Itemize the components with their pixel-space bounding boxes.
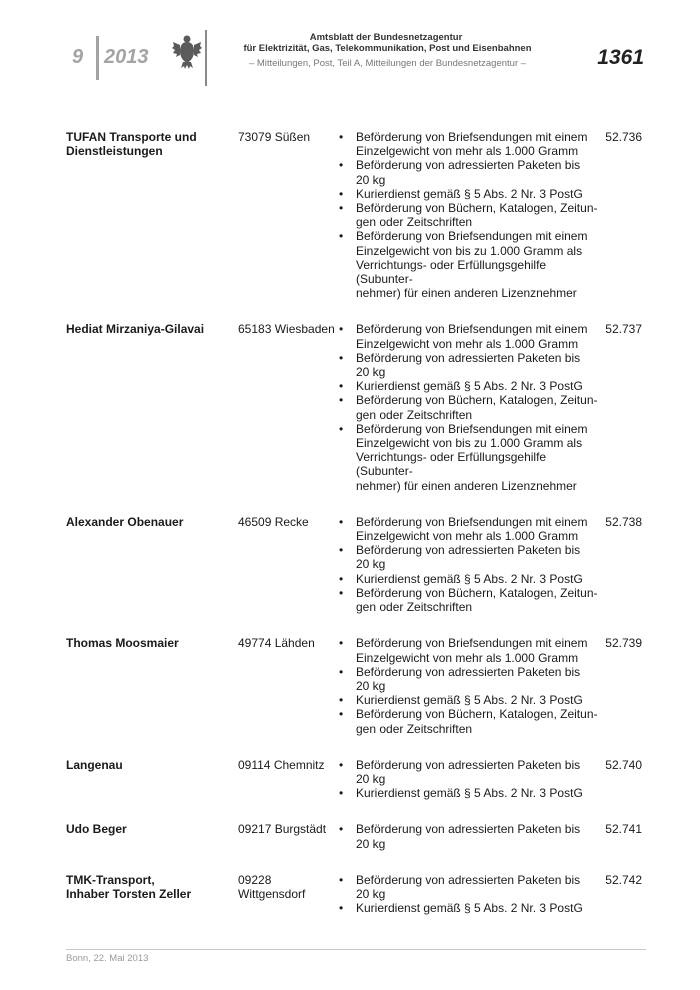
service-item: • Beförderung von Briefsendungen mit einem Einzelgewicht von mehr als 1.000 Gramm bbox=[338, 130, 606, 158]
service-item: • Beförderung von adressierten Paketen bis 20 kg bbox=[338, 543, 606, 571]
issue-divider bbox=[96, 36, 99, 80]
table-row bbox=[66, 130, 646, 300]
license-number: 52.741 bbox=[605, 822, 642, 837]
licensee-location: 65183 Wiesbaden bbox=[238, 322, 335, 337]
page-header bbox=[0, 0, 700, 95]
license-number: 52.742 bbox=[605, 872, 642, 887]
service-list bbox=[338, 758, 606, 801]
service-item: • Beförderung von Briefsendungen mit einem Einzelgewicht von bis zu 1.000 Gramm als Verrichtungs- oder Erfüllungsgehilfe (Subunter- nehmer) für einen anderen Lizenznehmer bbox=[338, 229, 606, 300]
service-item: • Beförderung von Büchern, Katalogen, Zeitun- gen oder Zeitschriften bbox=[338, 586, 606, 614]
license-number: 52.738 bbox=[605, 514, 642, 529]
service-list bbox=[338, 322, 606, 492]
licensee-location: 09228 Wittgensdorf bbox=[238, 872, 306, 901]
service-item: • Beförderung von Briefsendungen mit einem Einzelgewicht von mehr als 1.000 Gramm bbox=[338, 515, 606, 543]
licensee-location: 73079 Süßen bbox=[238, 130, 311, 144]
license-number: 52.739 bbox=[605, 636, 642, 651]
service-list bbox=[338, 822, 606, 850]
service-item: • Beförderung von adressierten Paketen bis 20 kg bbox=[338, 351, 606, 379]
service-item: • Beförderung von adressierten Paketen bis 20 kg bbox=[338, 665, 606, 693]
service-item: • Beförderung von adressierten Paketen bis 20 kg bbox=[338, 758, 606, 786]
licensee-location: 49774 Lähden bbox=[238, 636, 315, 651]
table-row bbox=[66, 636, 646, 735]
service-item: • Beförderung von adressierten Paketen bis 20 kg bbox=[338, 873, 606, 901]
licensee-name: Thomas Moosmaier bbox=[66, 636, 179, 651]
service-item: • Beförderung von Briefsendungen mit einem Einzelgewicht von mehr als 1.000 Gramm bbox=[338, 322, 606, 350]
licensee-location: 46509 Recke bbox=[238, 514, 309, 529]
service-item: • Kurierdienst gemäß § 5 Abs. 2 Nr. 3 PostG bbox=[338, 379, 606, 393]
licensee-location: 09114 Chemnitz bbox=[238, 757, 325, 772]
service-item: • Beförderung von Briefsendungen mit einem Einzelgewicht von bis zu 1.000 Gramm als Verrichtungs- oder Erfüllungsgehilfe (Subunter- nehmer) für einen anderen Lizenznehmer bbox=[338, 422, 606, 493]
license-number: 52.737 bbox=[605, 322, 642, 337]
publication-title: Amtsblatt der Bundesnetzagentur bbox=[309, 32, 463, 43]
licensee-name: TUFAN Transporte und Dienstleistungen bbox=[66, 130, 197, 159]
footer-date: Bonn, 22. Mai 2013 bbox=[66, 953, 149, 964]
licensee-name: Alexander Obenauer bbox=[66, 514, 184, 529]
publication-section: – Mitteilungen, Post, Teil A, Mitteilungen der Bundesnetzagentur – bbox=[248, 58, 527, 69]
table-row bbox=[66, 515, 646, 614]
issue-number: 9 bbox=[72, 46, 84, 68]
service-item: • Kurierdienst gemäß § 5 Abs. 2 Nr. 3 PostG bbox=[338, 901, 606, 915]
license-number: 52.736 bbox=[605, 130, 642, 144]
service-item: • Beförderung von Büchern, Katalogen, Zeitun- gen oder Zeitschriften bbox=[338, 393, 606, 421]
licensee-name: TMK-Transport, Inhaber Torsten Zeller bbox=[66, 872, 192, 901]
service-item: • Beförderung von Büchern, Katalogen, Zeitun- gen oder Zeitschriften bbox=[338, 201, 606, 229]
service-item: • Kurierdienst gemäß § 5 Abs. 2 Nr. 3 PostG bbox=[338, 572, 606, 586]
service-item: • Beförderung von adressierten Paketen bis 20 kg bbox=[338, 158, 606, 186]
issue-year: 2013 bbox=[104, 46, 149, 68]
table-row bbox=[66, 322, 646, 492]
license-table bbox=[66, 130, 646, 937]
licensee-name: Hediat Mirzaniya-Gilavai bbox=[66, 322, 205, 337]
licensee-location: 09217 Burgstädt bbox=[238, 822, 327, 837]
footer-divider bbox=[66, 949, 646, 950]
service-item: • Beförderung von Briefsendungen mit einem Einzelgewicht von mehr als 1.000 Gramm bbox=[338, 636, 606, 664]
table-row bbox=[66, 758, 646, 801]
service-list bbox=[338, 873, 606, 916]
table-row bbox=[66, 822, 646, 850]
service-item: • Beförderung von adressierten Paketen bis 20 kg bbox=[338, 822, 606, 850]
service-item: • Kurierdienst gemäß § 5 Abs. 2 Nr. 3 PostG bbox=[338, 786, 606, 800]
service-item: • Kurierdienst gemäß § 5 Abs. 2 Nr. 3 PostG bbox=[338, 693, 606, 707]
service-list bbox=[338, 130, 606, 300]
page-number: 1361 bbox=[597, 46, 644, 69]
licensee-name: Udo Beger bbox=[66, 822, 127, 837]
service-item: • Beförderung von Büchern, Katalogen, Zeitun- gen oder Zeitschriften bbox=[338, 707, 606, 735]
federal-eagle-icon bbox=[172, 33, 202, 69]
licensee-name: Langenau bbox=[66, 757, 123, 772]
service-list bbox=[338, 636, 606, 735]
header-divider bbox=[205, 30, 207, 86]
service-list bbox=[338, 515, 606, 614]
license-number: 52.740 bbox=[605, 757, 642, 772]
table-row bbox=[66, 873, 646, 916]
service-item: • Kurierdienst gemäß § 5 Abs. 2 Nr. 3 PostG bbox=[338, 187, 606, 201]
publication-subtitle: für Elektrizität, Gas, Telekommunikation, Post und Eisenbahnen bbox=[243, 43, 532, 54]
